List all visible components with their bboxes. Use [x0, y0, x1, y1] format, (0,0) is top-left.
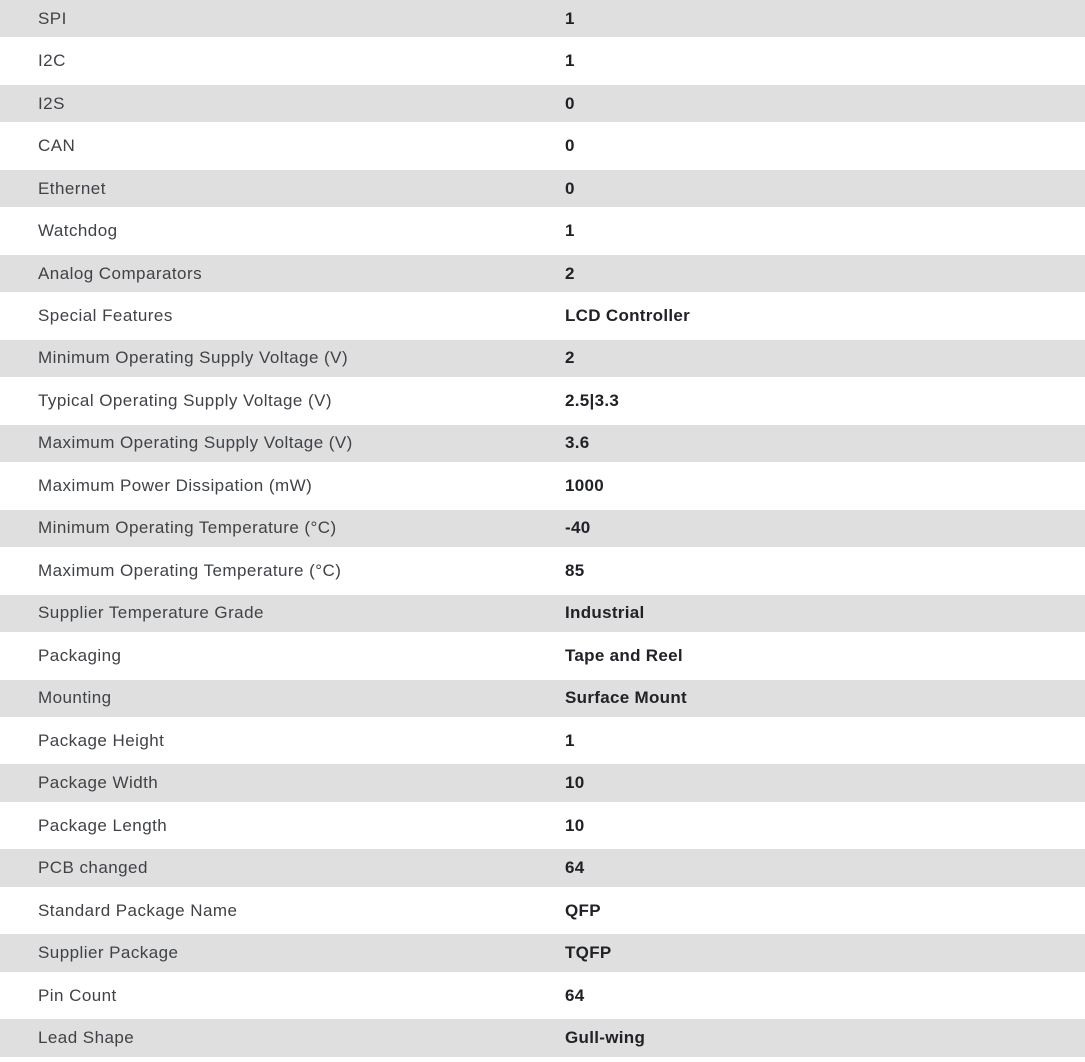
spec-row: [0, 552, 1085, 594]
spec-value: Gull-wing: [565, 1027, 646, 1047]
spec-row: [0, 297, 1085, 339]
spec-value: 0: [565, 93, 575, 113]
spec-label: PCB changed: [38, 858, 148, 878]
spec-value: TQFP: [565, 943, 612, 963]
spec-value: 10: [565, 773, 585, 793]
spec-row: [0, 595, 1085, 637]
spec-value: 1: [565, 8, 575, 28]
spec-value: 2.5|3.3: [565, 390, 620, 410]
spec-label: Minimum Operating Temperature (°C): [38, 518, 337, 538]
spec-row: [0, 0, 1085, 42]
spec-value: 2: [565, 348, 575, 368]
spec-value: Industrial: [565, 603, 645, 623]
spec-row: [0, 934, 1085, 976]
spec-row: [0, 637, 1085, 679]
spec-value: 64: [565, 858, 585, 878]
spec-value: 0: [565, 178, 575, 198]
spec-value: 85: [565, 560, 585, 580]
spec-value: 10: [565, 815, 585, 835]
spec-label: Maximum Power Dissipation (mW): [38, 475, 313, 495]
spec-label: Minimum Operating Supply Voltage (V): [38, 348, 349, 368]
spec-label: Supplier Temperature Grade: [38, 603, 264, 623]
spec-label: I2S: [38, 93, 65, 113]
spec-label: Lead Shape: [38, 1027, 135, 1047]
spec-row: [0, 382, 1085, 424]
spec-row: [0, 425, 1085, 467]
spec-label: Packaging: [38, 645, 122, 665]
spec-value: 3.6: [565, 433, 590, 453]
spec-row: [0, 85, 1085, 127]
spec-row: [0, 212, 1085, 254]
spec-value: LCD Controller: [565, 306, 691, 326]
spec-label: Package Width: [38, 773, 159, 793]
spec-row: [0, 722, 1085, 764]
spec-label: Pin Count: [38, 985, 117, 1005]
spec-label: Analog Comparators: [38, 263, 203, 283]
spec-row: [0, 1019, 1085, 1061]
spec-value: -40: [565, 518, 591, 538]
spec-label: Ethernet: [38, 178, 106, 198]
spec-label: CAN: [38, 136, 76, 156]
spec-value: 1: [565, 221, 575, 241]
spec-label: Typical Operating Supply Voltage (V): [38, 390, 333, 410]
spec-label: I2C: [38, 51, 66, 71]
spec-row: [0, 892, 1085, 934]
spec-row: [0, 764, 1085, 806]
spec-label: Supplier Package: [38, 943, 179, 963]
spec-value: 1000: [565, 475, 605, 495]
spec-value: 1: [565, 730, 575, 750]
spec-label: Mounting: [38, 688, 112, 708]
spec-value: Surface Mount: [565, 688, 687, 708]
spec-row: [0, 680, 1085, 722]
spec-row: [0, 510, 1085, 552]
spec-value: 2: [565, 263, 575, 283]
spec-row: [0, 340, 1085, 382]
spec-row: [0, 977, 1085, 1019]
spec-value: Tape and Reel: [565, 645, 683, 665]
spec-row: [0, 255, 1085, 297]
spec-label: Standard Package Name: [38, 900, 238, 920]
spec-label: Special Features: [38, 306, 173, 326]
spec-label: Watchdog: [38, 221, 118, 241]
spec-row: [0, 170, 1085, 212]
spec-label: SPI: [38, 8, 67, 28]
spec-label: Maximum Operating Supply Voltage (V): [38, 433, 353, 453]
spec-row: [0, 807, 1085, 849]
spec-value: 1: [565, 51, 575, 71]
spec-value: QFP: [565, 900, 601, 920]
spec-row: [0, 849, 1085, 891]
spec-row: [0, 127, 1085, 169]
spec-label: Package Height: [38, 730, 165, 750]
spec-value: 0: [565, 136, 575, 156]
spec-row: [0, 467, 1085, 509]
spec-label: Maximum Operating Temperature (°C): [38, 560, 342, 580]
spec-row: [0, 42, 1085, 84]
spec-value: 64: [565, 985, 585, 1005]
spec-label: Package Length: [38, 815, 168, 835]
